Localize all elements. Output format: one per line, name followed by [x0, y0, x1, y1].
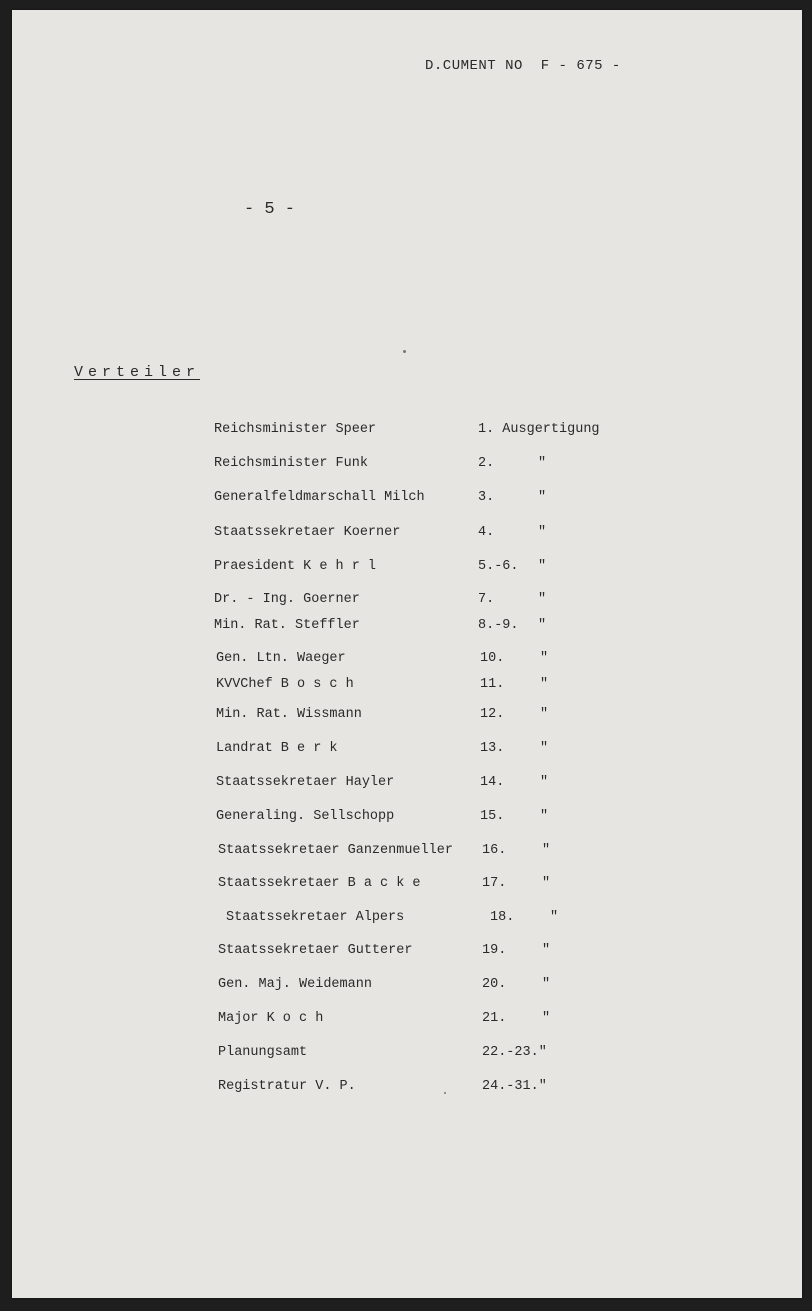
ditto-mark: ": [542, 843, 551, 858]
ditto-mark: ": [540, 707, 549, 722]
distribution-row: [216, 775, 772, 795]
distribution-row: [214, 592, 772, 612]
copy-number: 4.: [478, 525, 495, 540]
ditto-mark: ": [550, 910, 559, 925]
ditto-mark: ": [540, 809, 549, 824]
ditto-mark: ": [542, 943, 551, 958]
copy-number: 13.: [480, 741, 505, 756]
distribution-row: [214, 525, 772, 545]
copy-number: 15.: [480, 809, 505, 824]
recipient-name: Staatssekretaer Alpers: [226, 910, 405, 925]
recipient-name: KVVChef B o s c h: [216, 677, 354, 692]
recipient-name: Reichsminister Funk: [214, 456, 368, 471]
document-number: D.CUMENT NO F - 675 -: [425, 58, 621, 74]
ditto-mark: ": [540, 651, 549, 666]
distribution-row: [214, 490, 772, 510]
distribution-row: [218, 843, 772, 863]
ditto-mark: ": [542, 977, 551, 992]
recipient-name: Landrat B e r k: [216, 741, 338, 756]
distribution-row: [214, 456, 772, 476]
ditto-mark: ": [538, 618, 547, 633]
distribution-row: [218, 876, 772, 896]
ditto-mark: ": [538, 592, 547, 607]
document-page: [12, 10, 802, 1298]
recipient-name: Staatssekretaer Hayler: [216, 775, 395, 790]
copy-number: 10.: [480, 651, 505, 666]
copy-number: 21.: [482, 1011, 507, 1026]
distribution-row: [218, 1045, 772, 1065]
ditto-mark: ": [538, 525, 547, 540]
copy-number: 7.: [478, 592, 495, 607]
recipient-name: Registratur V. P.: [218, 1079, 356, 1094]
distribution-row: [214, 618, 772, 638]
distribution-heading: Verteiler: [74, 364, 201, 381]
copy-number: 20.: [482, 977, 507, 992]
recipient-name: Gen. Ltn. Waeger: [216, 651, 346, 666]
distribution-row: [214, 559, 772, 579]
ditto-mark: ": [540, 677, 549, 692]
copy-number: 24.-31.": [482, 1079, 547, 1094]
recipient-name: Staatssekretaer Koerner: [214, 525, 401, 540]
copy-number: 12.: [480, 707, 505, 722]
recipient-name: Gen. Maj. Weidemann: [218, 977, 372, 992]
ditto-mark: ": [542, 876, 551, 891]
distribution-row: [218, 977, 772, 997]
distribution-row: [218, 943, 772, 963]
copy-number: 11.: [480, 677, 505, 692]
distribution-row: [216, 677, 772, 697]
copy-number: 16.: [482, 843, 507, 858]
paper-speck: [403, 350, 406, 353]
recipient-name: Staatssekretaer Gutterer: [218, 943, 413, 958]
recipient-name: Planungsamt: [218, 1045, 308, 1060]
distribution-row: [216, 809, 772, 829]
copy-number: 18.: [490, 910, 515, 925]
copy-number: 19.: [482, 943, 507, 958]
distribution-row: [216, 707, 772, 727]
ditto-mark: ": [538, 456, 547, 471]
page-number: - 5 -: [244, 200, 296, 219]
recipient-name: Staatssekretaer Ganzenmueller: [218, 843, 453, 858]
recipient-name: Generaling. Sellschopp: [216, 809, 395, 824]
distribution-row: [216, 651, 772, 671]
copy-number: 3.: [478, 490, 495, 505]
ditto-mark: ": [538, 490, 547, 505]
ditto-mark: ": [540, 775, 549, 790]
copy-number: 8.-9.: [478, 618, 519, 633]
recipient-name: Staatssekretaer B a c k e: [218, 876, 421, 891]
copy-number: 17.: [482, 876, 507, 891]
copy-number: 22.-23.": [482, 1045, 547, 1060]
ditto-mark: ": [540, 741, 549, 756]
recipient-name: Praesident K e h r l: [214, 559, 377, 574]
recipient-name: Reichsminister Speer: [214, 422, 377, 437]
recipient-name: Min. Rat. Steffler: [214, 618, 360, 633]
paper-speck: [444, 1092, 446, 1094]
recipient-name: Generalfeldmarschall Milch: [214, 490, 425, 505]
recipient-name: Major K o c h: [218, 1011, 324, 1026]
distribution-row: [218, 1011, 772, 1031]
ditto-mark: ": [542, 1011, 551, 1026]
distribution-list: [12, 10, 802, 1298]
copy-number: 14.: [480, 775, 505, 790]
recipient-name: Min. Rat. Wissmann: [216, 707, 362, 722]
recipient-name: Dr. - Ing. Goerner: [214, 592, 360, 607]
distribution-row: [218, 1079, 772, 1099]
distribution-row: [226, 910, 772, 930]
copy-number: 1. Ausgertigung: [478, 422, 600, 437]
copy-number: 2.: [478, 456, 495, 471]
distribution-row: [214, 422, 772, 442]
distribution-row: [216, 741, 772, 761]
ditto-mark: ": [538, 559, 547, 574]
copy-number: 5.-6.: [478, 559, 519, 574]
